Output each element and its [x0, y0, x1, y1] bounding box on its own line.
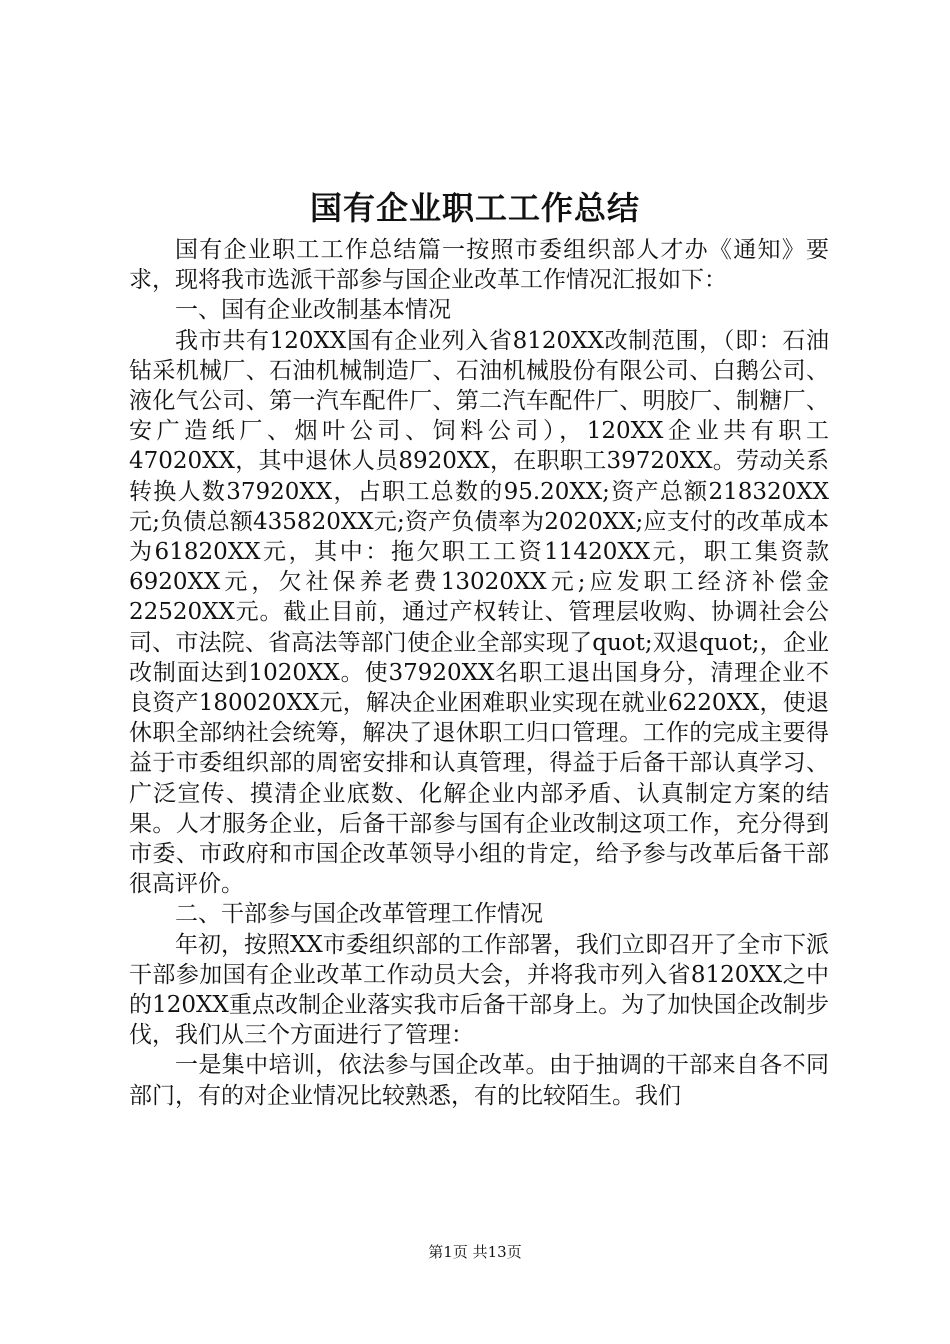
section-heading-1: 一、国有企业改制基本情况	[175, 297, 451, 324]
paragraph-basic-situation: 我市共有120XX国有企业列入省8120XX改制范围，（即：石油钻采机械厂、石油机械制造厂、石油机械股份有限公司、白鹅公司、液化气公司、第一汽车配件厂、第二汽车配件厂、明胶厂、制糖厂、安广造纸厂、烟叶公司、饲料公司），120XX企业共有职工47020XX，其中退休人员8920XX，在职职工39720XX。劳动关系转换人数37920XX，占职工总数的95.20XX;资产总额218320XX元;负债总额435820XX元;资产负债率为2020XX;应支付的改革成本为61820XX元，其中：拖欠职工工资11420XX元，职工集资款6920XX元，欠社保养老费13020XX元;应发职工经济补偿金22520XX元。截止目前，通过产权转让、管理层收购、协调社会公司、市法院、省高法等部门使企业全部实现了quot;双退quot;，企业改制面达到1020XX。使37920XX名职工退出国身分，清理企业不良资产180020XX元，解决企业困难职业实现在就业6220XX，使退休职全部纳社会统筹，解决了退休职工归口管理。工作的完成主要得益于市委组织部的周密安排和认真管理，得益于后备干部认真学习、广泛宣传、摸清企业底数、化解企业内部矛盾、认真制定方案的结果。人才服务企业，后备干部参与国有企业改制这项工作，充分得到市委、市政府和市国企改革领导小组的肯定，给予参与改革后备干部很高评价。	[129, 327, 829, 898]
paragraph-intro: 国有企业职工工作总结篇一按照市委组织部人才办《通知》要求，现将我市选派干部参与国企业改革工作情况汇报如下：	[129, 237, 829, 294]
section-heading-2: 二、干部参与国企改革管理工作情况	[175, 901, 543, 928]
page-number-footer: 第1页 共13页	[428, 1243, 522, 1261]
paragraph-work-arrangement: 年初，按照XX市委组织部的工作部署，我们立即召开了全市下派干部参加国有企业改革工作动员大会，并将我市列入省8120XX之中的120XX重点改制企业落实我市后备干部身上。为了加快国企改制步伐，我们从三个方面进行了管理：	[129, 931, 829, 1049]
document-body	[129, 235, 829, 1111]
document-title: 国有企业职工工作总结	[309, 189, 640, 227]
paragraph-training: 一是集中培训，依法参与国企改革。由于抽调的干部来自各不同部门，有的对企业情况比较熟悉，有的比较陌生。我们	[129, 1052, 829, 1109]
